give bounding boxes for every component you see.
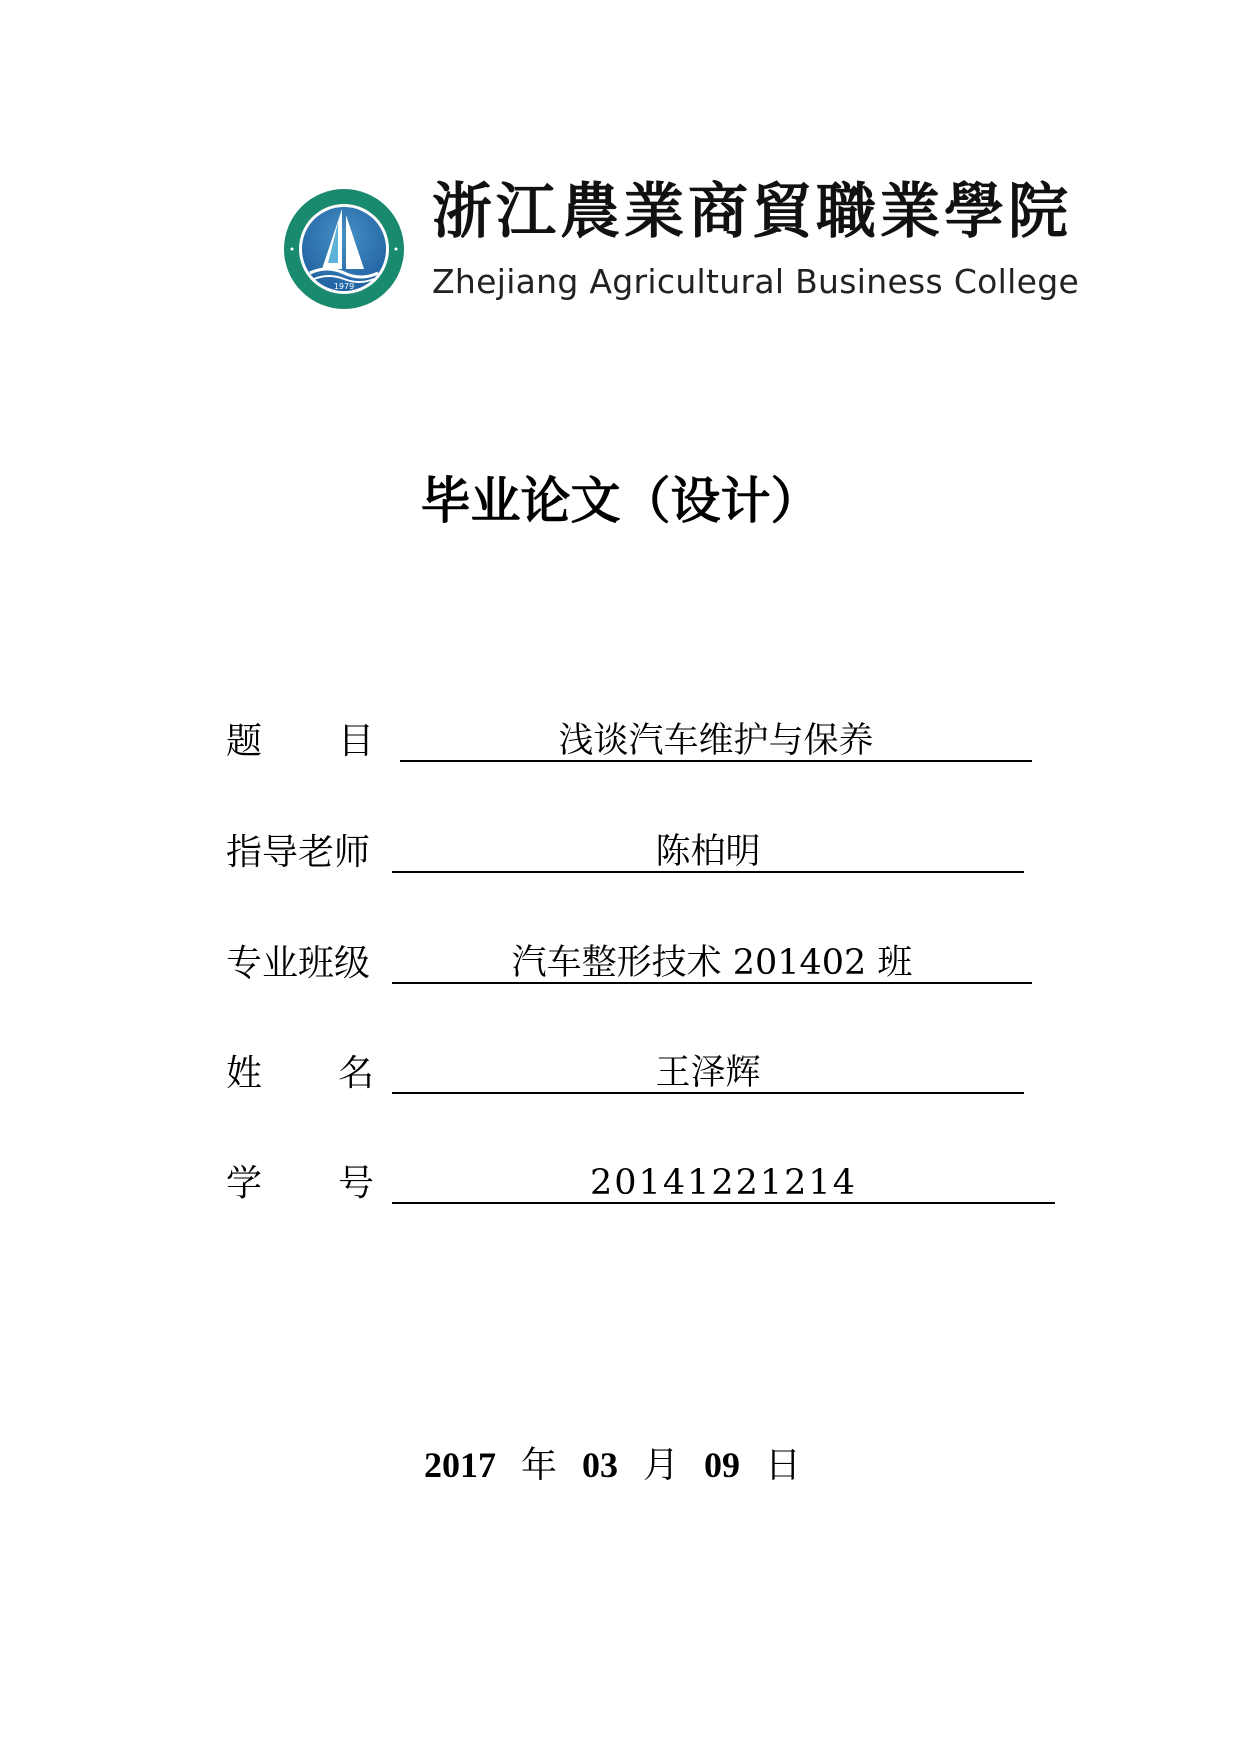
- date-year: 2017: [423, 1445, 496, 1485]
- college-name-chinese: 浙江農業商貿職業學院: [432, 177, 1072, 247]
- field-label-major-class: 专业班级: [226, 943, 371, 984]
- field-value-advisor: 陈柏明: [392, 835, 1024, 873]
- submission-date: [0, 1447, 1241, 1484]
- date-year-unit: 年: [520, 1445, 557, 1486]
- date-day: 09: [704, 1445, 740, 1485]
- date-month: 03: [581, 1445, 618, 1485]
- seal-year: 1979: [333, 282, 355, 291]
- field-value-student-id: 20141221214: [392, 1166, 1055, 1204]
- field-label-advisor: 指导老师: [226, 832, 371, 873]
- field-value-name: 王泽辉: [392, 1056, 1024, 1094]
- college-name-english: Zhejiang Agricultural Business College: [432, 262, 1080, 301]
- field-value-major-class: 汽车整形技术 201402 班: [392, 946, 1032, 984]
- date-month-unit: 月: [642, 1445, 679, 1486]
- college-seal-logo: [282, 187, 406, 311]
- document-title: 毕业论文（设计）: [420, 472, 821, 530]
- date-day-unit: 日: [765, 1445, 802, 1486]
- field-value-topic: 浅谈汽车维护与保养: [400, 724, 1032, 762]
